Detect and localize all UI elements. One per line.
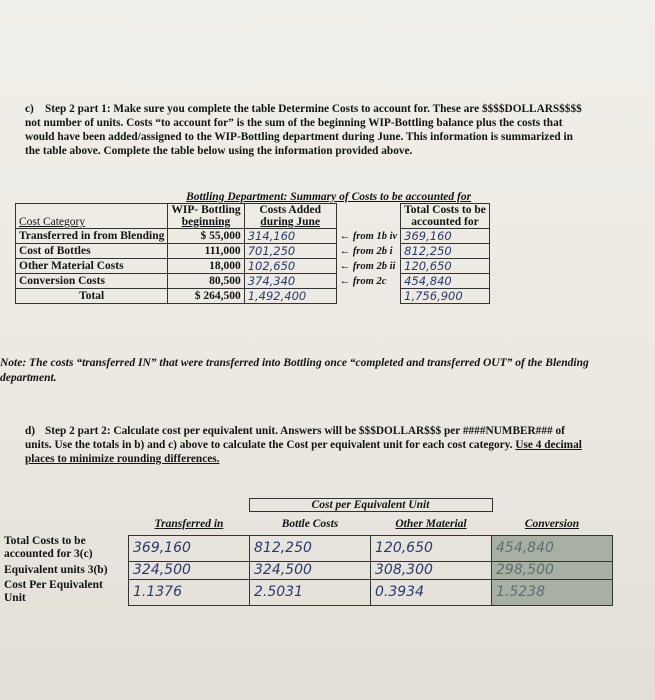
- value-cell: [250, 579, 371, 605]
- section-d-text: Step 2 part 2: Calculate cost per equivalent unit. Answers will be $$$DOLLAR$$$ per ####NUMBER### of units. Use the totals in b) and c) above to calculate the Cost per equivalent unit for each cost category.: [25, 425, 565, 451]
- value-cell: [250, 535, 371, 561]
- value-cell: [129, 561, 250, 579]
- note-transferred-in: Note: The costs “transferred IN” that were transferred into Bottling once “completed and transferred OUT” of the Blending department.: [0, 357, 589, 384]
- value-cell: [371, 561, 492, 579]
- row-added: 1,492,400: [244, 289, 336, 304]
- cpeu-title-wrap: [129, 496, 613, 513]
- handwritten-value: 1.1376: [133, 584, 182, 600]
- table-row: [0, 535, 613, 561]
- row-wip: 18,000: [168, 259, 244, 274]
- cost-per-eu-table: [0, 496, 613, 606]
- row-category: Cost of Bottles: [16, 244, 168, 259]
- empty-cell: [16, 190, 168, 204]
- row-source: ← from 1b iv: [339, 230, 398, 242]
- row-wip: 80,500: [168, 274, 244, 289]
- handwritten-value: 812,250: [254, 540, 312, 556]
- row-label: Total Costs to be accounted for 3(c): [4, 535, 93, 560]
- table-row: [16, 229, 490, 244]
- costs-summary-table: [15, 190, 490, 304]
- table-row: [0, 561, 613, 579]
- row-source: ← from 2b ii: [339, 260, 396, 272]
- row-total: 1,756,900: [401, 289, 490, 304]
- row-total: 369,160: [401, 229, 490, 244]
- row-category: Total: [16, 289, 168, 304]
- section-c-label: c): [25, 103, 34, 115]
- row-source: ← from 2b i: [339, 245, 393, 257]
- value-cell: [371, 579, 492, 605]
- row-label: Cost Per Equivalent Unit: [4, 579, 103, 604]
- row-category: Other Material Costs: [16, 259, 168, 274]
- table-row: [16, 259, 490, 274]
- empty-cell: [0, 513, 129, 535]
- value-cell: [371, 535, 492, 561]
- handwritten-value: 0.3934: [375, 584, 424, 600]
- handwritten-value: 2.5031: [254, 584, 303, 600]
- header-total-line1: Total Costs to be: [404, 204, 486, 216]
- handwritten-value: 298,500: [496, 562, 554, 578]
- section-d-emphasis: Use 4 decimal places to minimize rounding differences.: [25, 439, 582, 465]
- section-d-instructions: [25, 424, 585, 466]
- table-row: [16, 289, 490, 304]
- row-label: Equivalent units 3(b): [4, 564, 108, 576]
- table-row: [0, 579, 613, 605]
- row-added: 102,650: [244, 259, 336, 274]
- col-header-bottle-costs: Bottle Costs: [281, 517, 339, 530]
- row-added: 701,250: [244, 244, 336, 259]
- empty-cell: [0, 496, 129, 513]
- empty-cell: [336, 204, 400, 229]
- value-cell: [492, 579, 613, 605]
- header-added: [244, 204, 336, 229]
- summary-table-title: Bottling Department: Summary of Costs to be accounted for: [186, 190, 472, 203]
- row-source: ← from 2c: [339, 275, 387, 287]
- header-total-line2: accounted for: [411, 216, 479, 228]
- value-cell: [492, 535, 613, 561]
- handwritten-value: 308,300: [375, 562, 433, 578]
- header-wip-line2: beginning: [181, 216, 231, 228]
- value-cell: [129, 535, 250, 561]
- section-c-text: Step 2 part 1: Make sure you complete the table Determine Costs to account for. These are $$$$DOLLARS$$$$ not number of units. Costs “to account for” is the sum of the beginning WIP-Bottling balance plus the costs that would have been added/assigned to the WIP-Bottling department during June. This information is summarized in the table above. Complete the table below using the information provided above.: [25, 103, 582, 157]
- row-source: [336, 289, 400, 304]
- header-wip: [168, 204, 244, 229]
- value-cell: [492, 561, 613, 579]
- row-total: 812,250: [401, 244, 490, 259]
- row-total: 454,840: [401, 274, 490, 289]
- row-wip: $ 264,500: [168, 289, 244, 304]
- section-c-instructions: [25, 102, 585, 158]
- table-row: [16, 244, 490, 259]
- col-header-transferred-in: Transferred in: [154, 517, 224, 530]
- row-category: Transferred in from Blending: [16, 229, 168, 244]
- row-total: 120,650: [401, 259, 490, 274]
- header-added-line2: during June: [260, 216, 321, 228]
- handwritten-value: 1.5238: [496, 584, 545, 600]
- row-wip: 111,000: [168, 244, 244, 259]
- handwritten-value: 454,840: [496, 540, 554, 556]
- value-cell: [129, 579, 250, 605]
- cpeu-title: Cost per Equivalent Unit: [249, 498, 493, 512]
- header-total: [401, 204, 490, 229]
- header-added-line1: Costs Added: [259, 204, 322, 216]
- section-d-label: d): [25, 425, 36, 437]
- row-added: 314,160: [244, 229, 336, 244]
- row-added: 374,340: [244, 274, 336, 289]
- row-wip: $ 55,000: [168, 229, 244, 244]
- handwritten-value: 369,160: [133, 540, 191, 556]
- handwritten-value: 324,500: [133, 562, 191, 578]
- header-cost-category: Cost Category: [16, 204, 168, 229]
- col-header-conversion: Conversion: [524, 517, 580, 530]
- handwritten-value: 324,500: [254, 562, 312, 578]
- row-category: Conversion Costs: [16, 274, 168, 289]
- header-wip-line1: WIP- Bottling: [171, 204, 241, 216]
- value-cell: [250, 561, 371, 579]
- table-row: [16, 274, 490, 289]
- handwritten-value: 120,650: [375, 540, 433, 556]
- col-header-other-material: Other Material: [395, 517, 467, 530]
